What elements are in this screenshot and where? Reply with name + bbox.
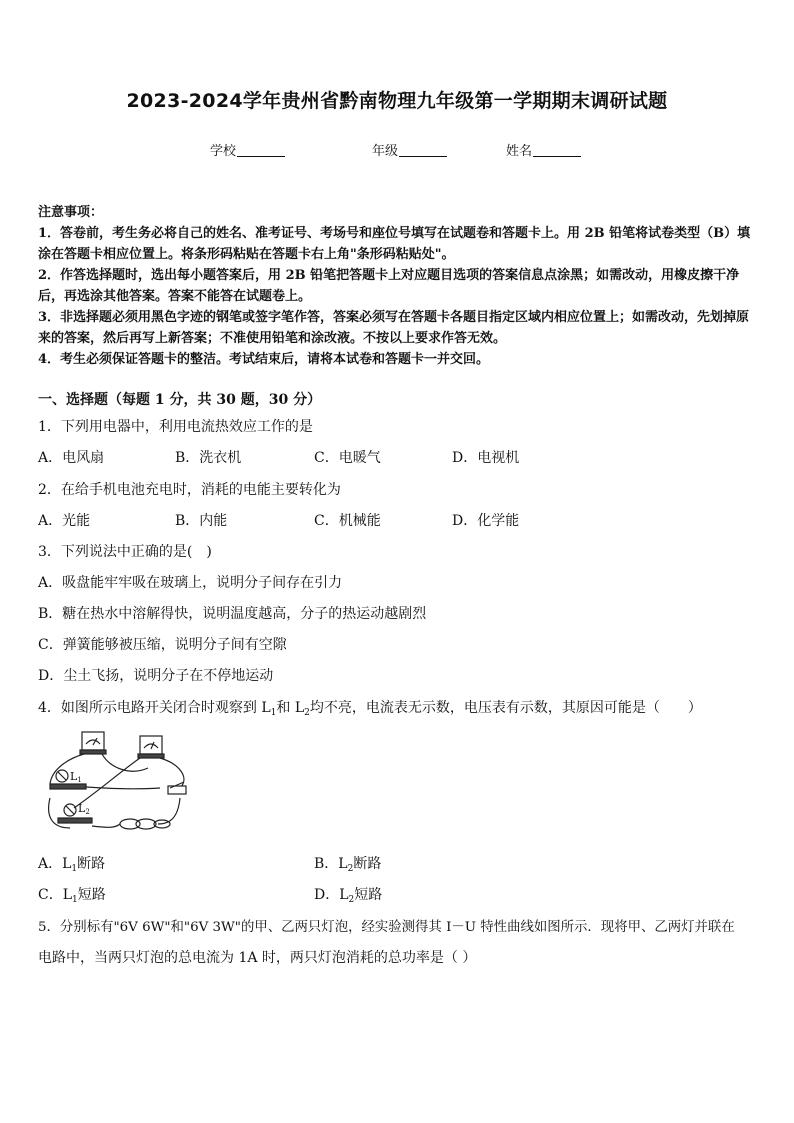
q3-option-d[interactable]: D．尘土飞扬，说明分子在不停地运动 [38,668,274,684]
q4-opt-text: B．L [314,856,348,872]
exam-notes [38,202,758,370]
q4-stem-sub: 2 [304,708,310,718]
q4-opt-sub: 1 [71,864,78,874]
note-item: 2．作答选择题时，选出每小题答案后，用 2B 铅笔把答题卡上对应题目选项的答案信息点涂黑；如需改动，用橡皮擦干净后，再选涂其他答案。答案不能答在试题卷上。 [38,268,740,304]
q4-option-a[interactable] [38,853,105,874]
notes-heading: 注意事项： [38,205,104,220]
question-5-line-2: 电路中，当两只灯泡的总电流为 1A 时，两只灯泡消耗的总功率是（ ） [38,950,477,966]
question-3-stem: 3．下列说法中正确的是( ) [38,544,212,560]
q4-opt-text: 短路 [354,887,383,903]
name-label: 姓名 [506,144,533,159]
q4-stem-part: 和 L [276,700,305,716]
q1-option-c[interactable]: C．电暖气 [314,450,381,466]
q1-option-b[interactable]: B．洗衣机 [175,450,242,466]
school-blank[interactable] [237,144,285,157]
name-blank[interactable] [533,144,581,157]
battery-icon [120,819,140,829]
circuit-diagram [40,728,200,838]
q3-option-c[interactable]: C．弹簧能够被压缩，说明分子间有空隙 [38,637,287,653]
grade-field[interactable] [372,140,447,159]
q4-option-d[interactable] [314,884,382,905]
q4-option-c[interactable] [38,884,106,905]
question-1-stem: 1．下列用电器中，利用电流热效应工作的是 [38,419,313,435]
label-l1: L1 [70,770,82,784]
q4-opt-text: C．L [38,887,73,903]
note-item: 1．答卷前，考生务必将自己的姓名、准考证号、考场号和座位号填写在试题卷和答题卡上。用 2B 铅笔将试卷类型（B）填涂在答题卡相应位置上。将条形码粘贴在答题卡右上角"条形码粘贴处"。 [38,226,751,262]
voltmeter-icon [140,736,162,754]
exam-title: 2023-2024学年贵州省黔南物理九年级第一学期期末调研试题 [126,90,668,112]
grade-blank[interactable] [399,144,447,157]
q4-stem-part: 均不亮，电流表无示数，电压表有示数，其原因可能是（ ） [309,700,702,716]
q2-option-a[interactable]: A．光能 [38,513,91,529]
note-item: 3．非选择题必须用黑色字迹的钢笔或签字笔作答，答案必须写在答题卡各题目指定区域内相应位置上；如需改动，先划掉原来的答案，然后再写上新答案；不准使用铅笔和涂改液。不按以上要求作答无效。 [38,310,750,346]
q4-stem-sub: 1 [270,708,277,718]
q4-option-b[interactable] [314,853,381,874]
q3-option-b[interactable]: B．糖在热水中溶解得快，说明温度越高，分子的热运动越剧烈 [38,606,427,622]
grade-label: 年级 [372,144,399,159]
label-l2: L2 [78,802,90,816]
q2-option-d[interactable]: D．化学能 [452,513,520,529]
school-label: 学校 [210,144,237,159]
q4-opt-text: 断路 [77,856,106,872]
q4-opt-sub: 2 [347,864,354,874]
question-4-stem [38,697,702,718]
question-5-line-1: 5．分别标有"6V 6W"和"6V 3W"的甲、乙两只灯泡，经实验测得其 I－U 特性曲线如图所示．现将甲、乙两灯并联在 [38,920,735,935]
question-2-stem: 2．在给手机电池充电时，消耗的电能主要转化为 [38,482,341,498]
q4-opt-sub: 1 [72,895,78,905]
q4-opt-text: 断路 [353,856,382,872]
q4-stem-part: 4．如图所示电路开关闭合时观察到 L [38,700,271,716]
q4-opt-sub: 2 [348,895,355,905]
name-field[interactable] [506,140,581,159]
q4-opt-text: D．L [314,887,349,903]
note-item: 4．考生必须保证答题卡的整洁。考试结束后，请将本试卷和答题卡一并交回。 [38,352,490,367]
section-heading: 一、选择题（每题 1 分，共 30 题，30 分） [38,392,322,408]
q2-option-b[interactable]: B．内能 [175,513,228,529]
q3-option-a[interactable]: A．吸盘能牢牢吸在玻璃上，说明分子间存在引力 [38,575,343,591]
q1-option-d[interactable]: D．电视机 [452,450,520,466]
q4-opt-text: A．L [38,856,72,872]
q1-option-a[interactable]: A．电风扇 [38,450,105,466]
ammeter-icon [82,732,104,750]
q2-option-c[interactable]: C．机械能 [314,513,381,529]
q4-opt-text: 短路 [77,887,106,903]
school-field[interactable] [210,140,285,159]
